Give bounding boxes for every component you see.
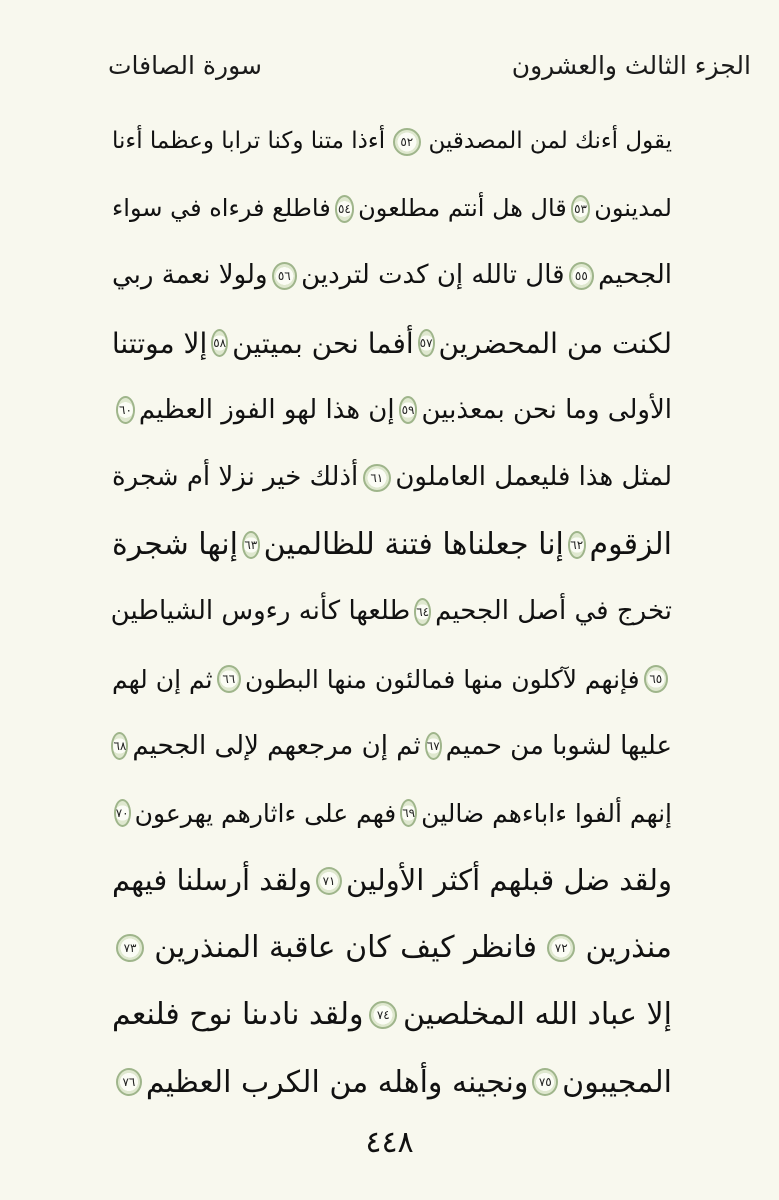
ayah-end-marker-icon: ٦٢ bbox=[568, 531, 586, 559]
verse-text: إن هذا لهو الفوز العظيم bbox=[138, 394, 395, 425]
text-line bbox=[112, 242, 672, 309]
ayah-end-marker-icon: ٦٧ bbox=[425, 732, 442, 760]
text-line bbox=[112, 108, 672, 175]
verse-text: لمثل هذا فليعمل العاملون bbox=[395, 461, 672, 492]
ayah-end-marker-icon: ٧٥ bbox=[532, 1068, 558, 1096]
verse-text: الجحيم bbox=[598, 260, 672, 291]
verse-text: طلعها كأنه رءوس الشياطين bbox=[110, 596, 411, 627]
text-line bbox=[112, 578, 672, 645]
ayah-end-marker-icon: ٥٩ bbox=[399, 396, 418, 424]
verse-text: ولقد نادىنا نوح فلنعم bbox=[112, 997, 364, 1033]
verse-text: ثم إن لهم bbox=[112, 664, 213, 694]
verse-text: ثم إن مرجعهم لإلى الجحيم bbox=[132, 730, 421, 761]
verse-text: قال هل أنتم مطلعون bbox=[358, 194, 567, 223]
verse-text: قال تالله إن كدت لتردين bbox=[301, 260, 565, 291]
juz-title: الجزء الثالث والعشرون bbox=[511, 50, 751, 80]
ayah-end-marker-icon: ٥٦ bbox=[272, 262, 298, 290]
ayah-end-marker-icon: ٥٢ bbox=[393, 128, 421, 156]
ayah-end-marker-icon: ٧٠ bbox=[114, 799, 131, 827]
text-line bbox=[112, 780, 672, 847]
verse-text: إنها شجرة bbox=[112, 527, 238, 563]
verse-text: فانظر كيف كان عاقبة المنذرين bbox=[154, 930, 538, 966]
verse-text: ولولا نعمة ربي bbox=[112, 260, 268, 291]
text-line bbox=[112, 175, 672, 242]
verse-text: ونجينه وأهله من الكرب العظيم bbox=[145, 1064, 529, 1100]
verse-text: المجيبون bbox=[562, 1064, 672, 1100]
verse-text: إنا جعلناها فتنة للظالمين bbox=[263, 527, 564, 563]
ayah-end-marker-icon: ٦٩ bbox=[400, 799, 417, 827]
verse-text: أفما نحن بميتين bbox=[232, 326, 414, 360]
verse-text: عليها لشوبا من حميم bbox=[445, 730, 672, 761]
ayah-end-marker-icon: ٥٣ bbox=[571, 195, 591, 223]
quran-text-block bbox=[112, 108, 672, 1116]
verse-text: إلا عباد الله المخلصين bbox=[402, 997, 672, 1033]
ayah-end-marker-icon: ٦١ bbox=[363, 464, 391, 492]
ayah-end-marker-icon: ٧٣ bbox=[116, 934, 144, 962]
ayah-end-marker-icon: ٦٨ bbox=[111, 732, 128, 760]
verse-text: فهم على ءاثارهم يهرعون bbox=[134, 798, 397, 828]
ayah-end-marker-icon: ٦٥ bbox=[644, 665, 668, 693]
ayah-end-marker-icon: ٦٠ bbox=[116, 396, 135, 424]
verse-text: تخرج في أصل الجحيم bbox=[435, 596, 672, 627]
page-number: ٤٤٨ bbox=[365, 1125, 414, 1160]
ayah-end-marker-icon: ٦٦ bbox=[217, 665, 241, 693]
ayah-end-marker-icon: ٥٨ bbox=[211, 329, 228, 357]
text-line bbox=[112, 511, 672, 578]
ayah-end-marker-icon: ٦٤ bbox=[414, 598, 431, 626]
verse-text: يقول أءنك لمن المصدقين bbox=[428, 128, 672, 154]
page-header bbox=[100, 40, 759, 90]
text-line bbox=[112, 713, 672, 780]
text-line bbox=[112, 914, 672, 981]
ayah-end-marker-icon: ٥٥ bbox=[569, 262, 595, 290]
text-line bbox=[112, 847, 672, 914]
ayah-end-marker-icon: ٧٢ bbox=[547, 934, 575, 962]
ayah-end-marker-icon: ٧٤ bbox=[369, 1001, 397, 1029]
verse-text: إلا موتتنا bbox=[111, 326, 208, 360]
ayah-end-marker-icon: ٥٤ bbox=[335, 195, 355, 223]
verse-text: الزقوم bbox=[589, 527, 672, 563]
verse-text: لكنت من المحضرين bbox=[438, 326, 672, 360]
verse-text: منذرين bbox=[585, 930, 672, 966]
text-line bbox=[112, 646, 672, 713]
verse-text: أذلك خير نزلا أم شجرة bbox=[112, 461, 359, 492]
ayah-end-marker-icon: ٧١ bbox=[316, 867, 342, 895]
verse-text: لمدينون bbox=[594, 194, 672, 223]
surah-title: سورة الصافات bbox=[108, 50, 262, 80]
text-line bbox=[112, 444, 672, 511]
verse-text: فإنهم لآكلون منها فمالئون منها البطون bbox=[244, 664, 640, 694]
ayah-end-marker-icon: ٧٦ bbox=[116, 1068, 142, 1096]
verse-text: إنهم ألفوا ءاباءهم ضالين bbox=[421, 798, 672, 828]
verse-text: ولقد ضل قبلهم أكثر الأولين bbox=[346, 863, 672, 898]
verse-text: ولقد أرسلنا فيهم bbox=[112, 863, 312, 898]
text-line bbox=[112, 377, 672, 444]
verse-text: أءذا متنا وكنا ترابا وعظما أءنا bbox=[112, 128, 386, 154]
ayah-end-marker-icon: ٦٣ bbox=[242, 531, 260, 559]
text-line bbox=[112, 1049, 672, 1116]
ayah-end-marker-icon: ٥٧ bbox=[418, 329, 435, 357]
text-line bbox=[112, 310, 672, 377]
verse-text: الأولى وما نحن بمعذبين bbox=[421, 394, 672, 425]
text-line bbox=[112, 981, 672, 1048]
verse-text: فاطلع فرءاه في سواء bbox=[112, 194, 331, 223]
